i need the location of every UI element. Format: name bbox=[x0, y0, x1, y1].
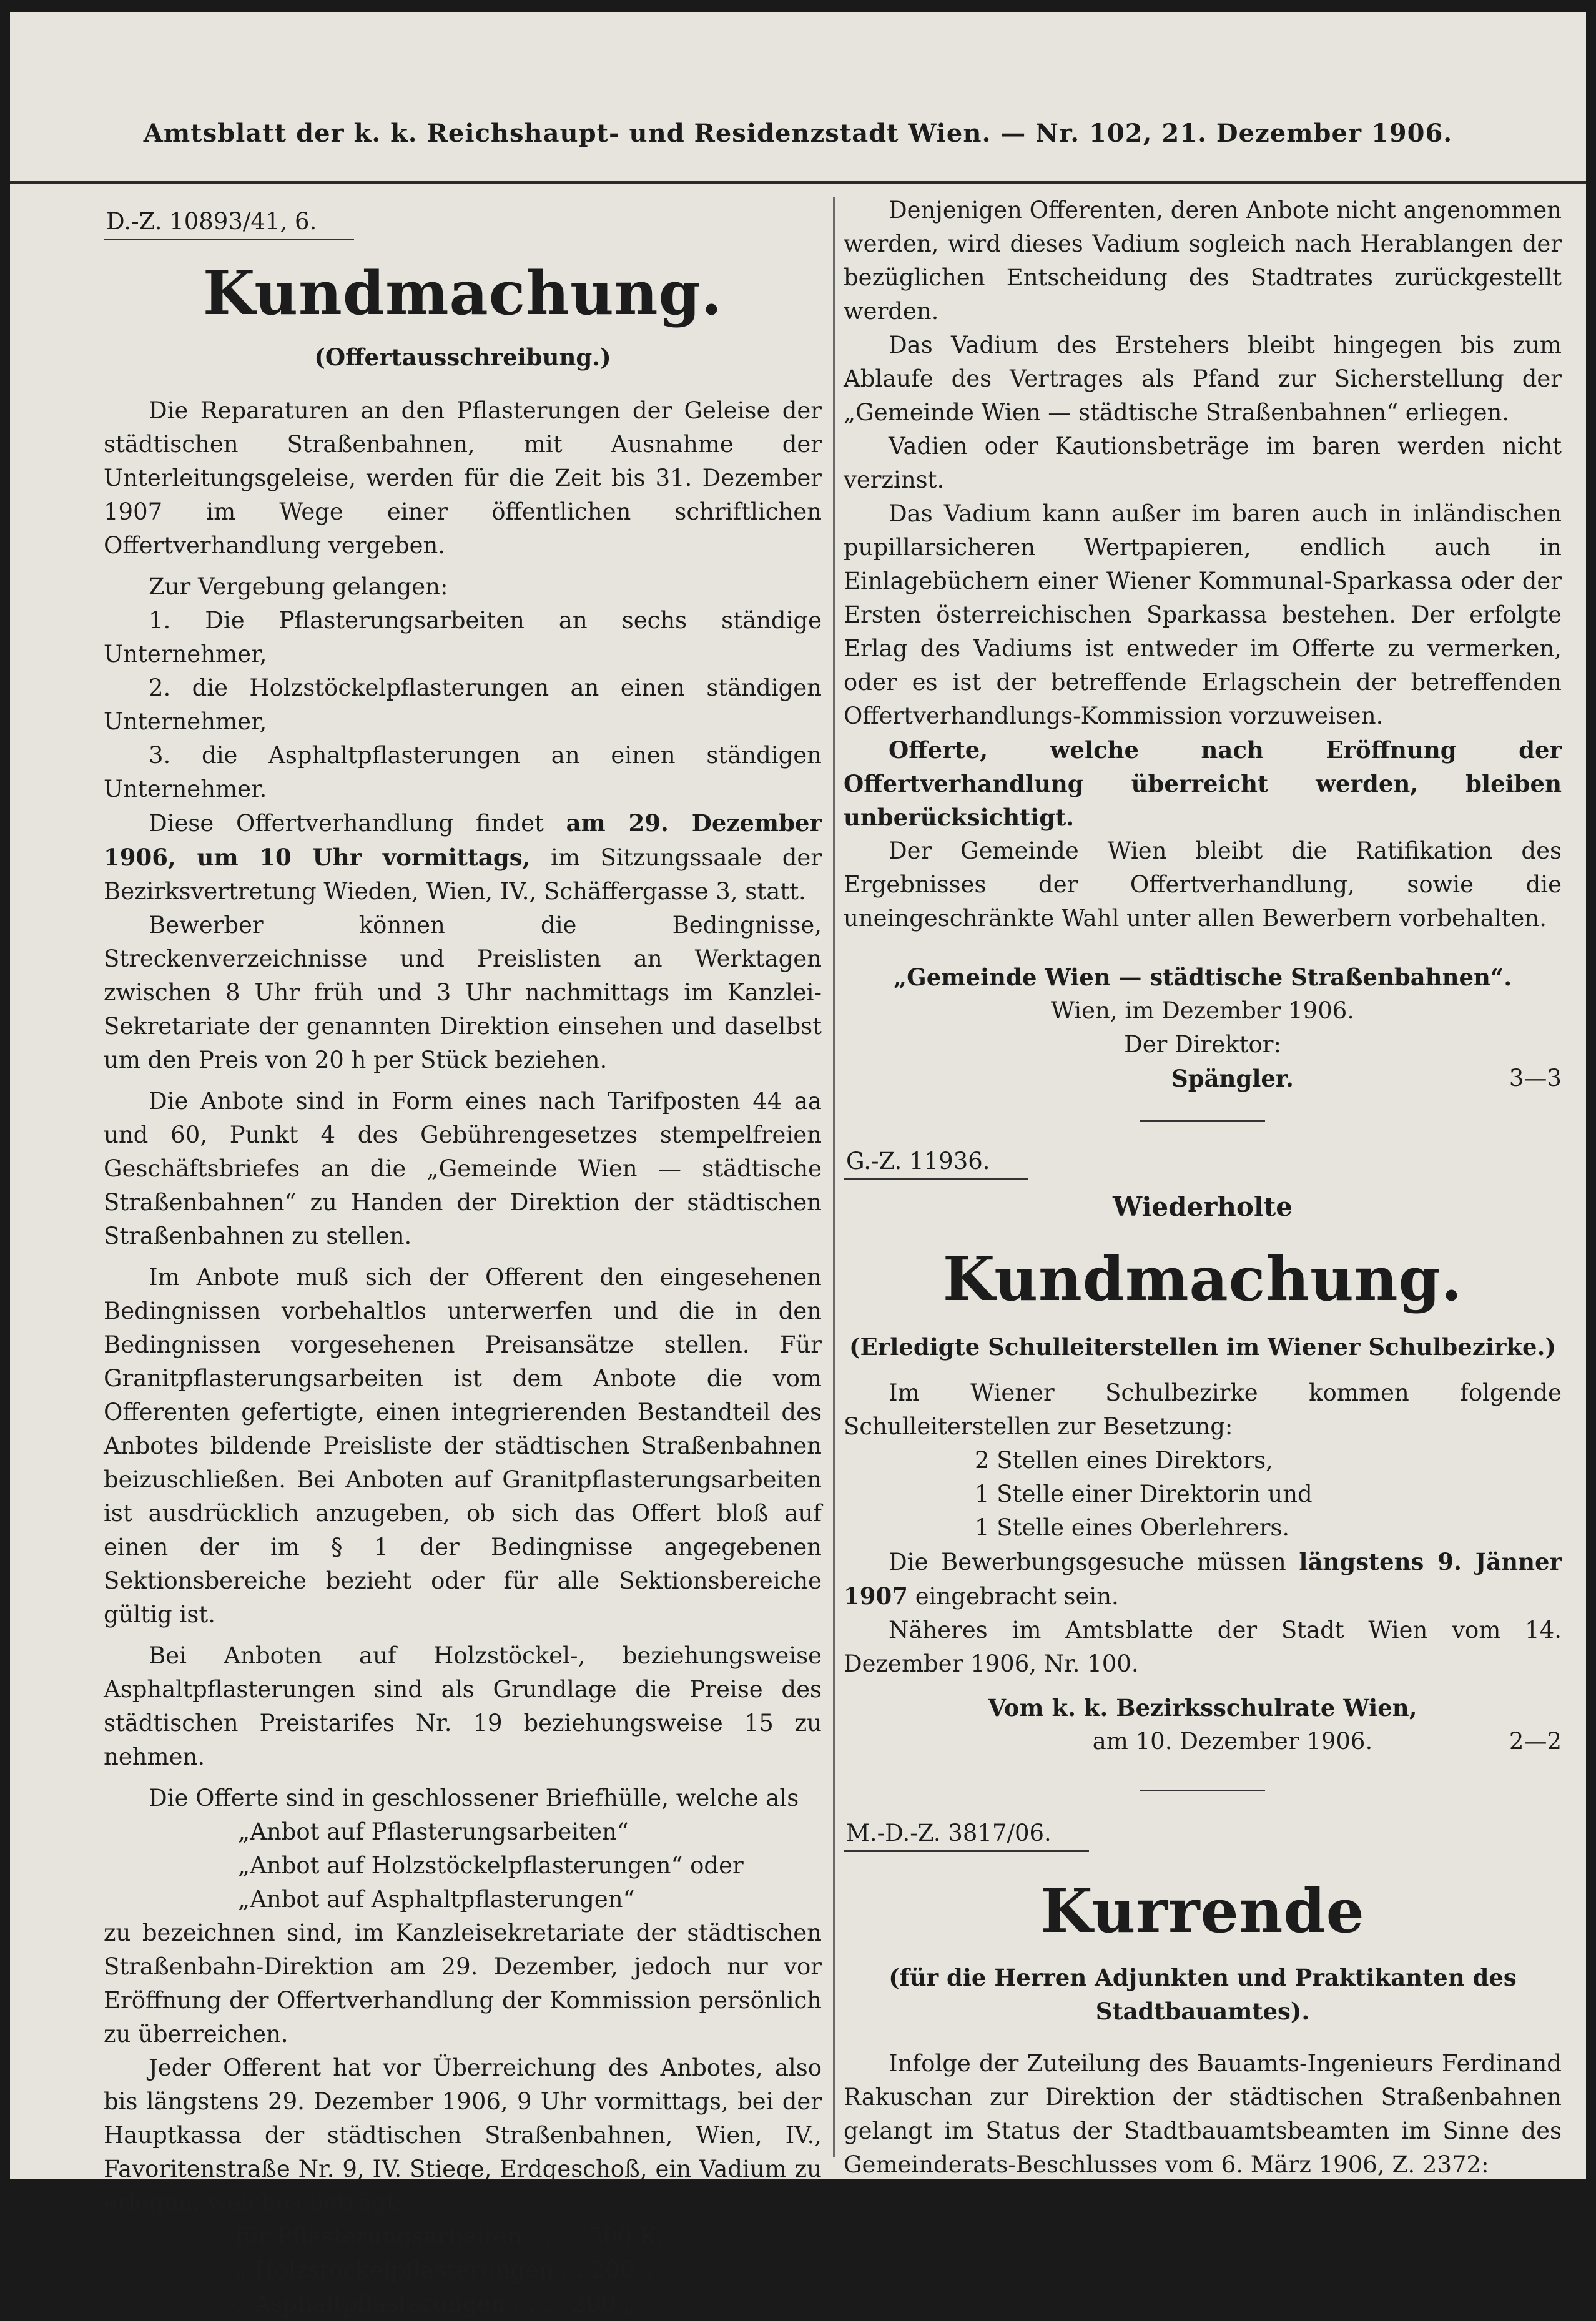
notice-title: Kundmachung. bbox=[202, 258, 723, 328]
signature-name: Spängler. bbox=[1171, 1065, 1294, 1092]
paragraph: Diese Offertverhandlung findet am 29. Dezember 1906, um 10 Uhr vormittags, im Sitzungssaale der Bezirksvertretung Wieden, Wien, IV., Schäffergasse 3, statt. bbox=[104, 809, 822, 905]
deposit-row: „ Holzstöckelpflasterungen . . 200 „ bbox=[235, 2257, 654, 2284]
reference-number: M.-D.-Z. 3817/06. bbox=[844, 1816, 1089, 1852]
paragraph: Zur Vergebung gelangen: bbox=[149, 573, 448, 600]
paragraph: Das Vadium des Erstehers bleibt hingegen bis zum Ablaufe des Vertrages als Pfand zur Sicherstellung der „Gemeinde Wien — städtische Straßenbahnen“ erliegen. bbox=[844, 332, 1562, 426]
paragraph: Infolge der Zuteilung des Bauamts-Ingenieurs Ferdinand Rakuschan zur Direktion der städtischen Straßenbahnen gelangt im Status der Stadtbauamtsbeamten im Sinne des Gemeinderats-Beschlusses vom 6. März 1906, Z. 2372: bbox=[844, 2050, 1562, 2178]
signature-date: Wien, im Dezember 1906. bbox=[1050, 997, 1355, 1024]
header-rule bbox=[10, 181, 1586, 184]
notice-subtitle: (Offertausschreibung.) bbox=[314, 343, 611, 371]
list-item: 2. die Holzstöckelpflasterungen an einen ständigen Unternehmer, bbox=[104, 674, 822, 735]
reference-number: D.-Z. 10893/41, 6. bbox=[104, 205, 354, 240]
reference-number: G.-Z. 11936. bbox=[844, 1145, 1028, 1180]
notice-title: Kundmachung. bbox=[942, 1244, 1463, 1314]
paragraph: Die Offerte sind in geschlossener Briefhülle, welche als bbox=[149, 1785, 799, 1811]
list-item: 1. Die Pflasterungsarbeiten an sechs ständige Unternehmer, bbox=[104, 607, 822, 668]
signature-org: Vom k. k. Bezirksschulrate Wien, bbox=[988, 1694, 1417, 1722]
paragraph: Im Anbote muß sich der Offerent den eingesehenen Bedingnissen vorbehaltlos unterwerfen und die in den Bedingnissen vorgesehenen Preisansätze stellen. Für Granitpflasterungsarbeiten ist dem Anbote die vom Offerenten gefertigte, einen integrierenden Bestandteil des Anbotes bildende Preisliste der städtischen Straßenbahnen beizuschließen. Bei Anboten auf Granitpflasterungsarbeiten ist ausdrücklich anzugeben, ob sich das Offert bloß auf einen der im § 1 der Bedingnisse angegebenen Sektionsbereiche bezieht oder für alle Sektionsbereiche gültig ist. bbox=[104, 1264, 822, 1628]
insertion-mark: 2—2 bbox=[1509, 1728, 1562, 1755]
paragraph: Die Reparaturen an den Pflasterungen der Geleise der städtischen Straßenbahnen, mit Ausnahme der Unterleitungsgeleise, werden für die Zeit bis 31. Dezember 1907 im Wege einer öffentlichen schriftlichen Offertverhandlung vergeben. bbox=[104, 397, 822, 559]
paragraph: Im Wiener Schulbezirke kommen folgende Schulleiterstellen zur Besetzung: bbox=[844, 1379, 1562, 1440]
notice-title: Kurrende bbox=[1040, 1876, 1365, 1946]
signature-role: Der Direktor: bbox=[1124, 1031, 1281, 1058]
paragraph: Bewerber können die Bedingnisse, Streckenverzeichnisse und Preislisten an Werktagen zwischen 8 Uhr früh und 3 Uhr nachmittags im Kanzlei-Sekretariate der genannten Direktion einsehen und daselbst um den Preis von 20 h per Stück beziehen. bbox=[104, 912, 822, 1073]
paragraph: Bei Anboten auf Holzstöckel-, beziehungsweise Asphaltpflasterungen sind als Grundlage die Preise des städtischen Preistarifes Nr. 19 beziehungsweise 15 zu nehmen. bbox=[104, 1642, 822, 1770]
right-column bbox=[844, 194, 1562, 2182]
deposit-row: für Pflasterungsarbeiten . . . . 500 K, bbox=[235, 2223, 664, 2250]
paragraph: Der Gemeinde Wien bleibt die Ratifikation des Ergebnisses der Offertverhandlung, sowie die uneingeschränkte Wahl unter allen Bewerbern vorbehalten. bbox=[844, 837, 1562, 932]
envelope-label: „Anbot auf Pflasterungsarbeiten“ bbox=[238, 1818, 629, 1845]
paragraph: Vadien oder Kautionsbeträge im baren werden nicht verzinst. bbox=[844, 433, 1562, 493]
paragraph: Näheres im Amtsblatte der Stadt Wien vom 14. Dezember 1906, Nr. 100. bbox=[844, 1617, 1562, 1677]
notice-pretitle: Wiederholte bbox=[1113, 1191, 1293, 1222]
column-divider bbox=[833, 197, 835, 2157]
paragraph: Jeder Offerent hat vor Überreichung des Anbotes, also bis längstens 29. Dezember 1906, 9 Uhr vormittags, bei der Hauptkassa der städtischen Straßenbahnen, Wien, IV., Favoritenstraße Nr. 9, IV. Stiege, Erdgeschoß, ein Vadium zu erlegen, welches beträgt: bbox=[104, 2054, 822, 2216]
envelope-label: „Anbot auf Asphaltpflasterungen“ bbox=[238, 1886, 635, 1913]
paragraph: Das Vadium kann außer im baren auch in inländischen pupillarsicheren Wertpapieren, endlich auch in Einlagebüchern einer Wiener Kommunal-Sparkassa oder der Ersten österreichischen Sparkassa bestehen. Der erfolgte Erlag des Vadiums ist entweder im Offerte zu vermerken, oder es ist der betreffende Erlagschein der betreffenden Offertverhandlungs-Kommission vorzuweisen. bbox=[844, 500, 1562, 729]
paragraph: Die Bewerbungsgesuche müssen längstens 9. Jänner 1907 eingebracht sein. bbox=[844, 1548, 1562, 1610]
deposit-table bbox=[235, 2220, 822, 2321]
signature-org: „Gemeinde Wien — städtische Straßenbahnen“. bbox=[893, 963, 1512, 991]
paragraph: Denjenigen Offerenten, deren Anbote nicht angenommen werden, wird dieses Vadium sogleich nach Herablangen der bezüglichen Entscheidung des Stadtrates zurückgestellt werden. bbox=[844, 197, 1562, 325]
deposit-row: „ Asphaltpflasterungen . . . . 200 „ bbox=[235, 2290, 636, 2317]
paragraph: zu bezeichnen sind, im Kanzleisekretariate der städtischen Straßenbahn-Direktion am 29. Dezember, jedoch nur vor Eröffnung der Offertverhandlung der Kommission persönlich zu überreichen. bbox=[104, 1919, 822, 2048]
insertion-mark: 3—3 bbox=[1509, 1065, 1562, 1092]
paragraph-bold: Offerte, welche nach Eröffnung der Offertverhandlung überreicht werden, bleiben unberücksichtigt. bbox=[844, 736, 1562, 831]
position-item: 2 Stellen eines Direktors, bbox=[975, 1447, 1273, 1474]
left-column bbox=[104, 194, 822, 2321]
position-item: 1 Stelle einer Direktorin und bbox=[975, 1481, 1313, 1507]
page-header: Amtsblatt der k. k. Reichshaupt- und Residenzstadt Wien. — Nr. 102, 21. Dezember 1906. bbox=[143, 119, 1453, 148]
envelope-label: „Anbot auf Holzstöckelpflasterungen“ oder bbox=[238, 1852, 744, 1879]
position-item: 1 Stelle eines Oberlehrers. bbox=[975, 1514, 1290, 1541]
signature-date: am 10. Dezember 1906. bbox=[1092, 1728, 1373, 1755]
newspaper-page bbox=[10, 12, 1586, 2317]
paragraph: Die Anbote sind in Form eines nach Tarifposten 44 aa und 60, Punkt 4 des Gebührengesetzes stempelfreien Geschäftsbriefes an die „Gemeinde Wien — städtische Straßenbahnen“ zu Handen der Direktion der städtischen Straßenbahnen zu stellen. bbox=[104, 1088, 822, 1249]
notice-subtitle: (Erledigte Schulleiterstellen im Wiener Schulbezirke.) bbox=[849, 1333, 1556, 1361]
notice-subtitle: (für die Herren Adjunkten und Praktikanten des Stadtbauamtes). bbox=[889, 1964, 1517, 2025]
list-item: 3. die Asphaltpflasterungen an einen ständigen Unternehmer. bbox=[104, 742, 822, 802]
